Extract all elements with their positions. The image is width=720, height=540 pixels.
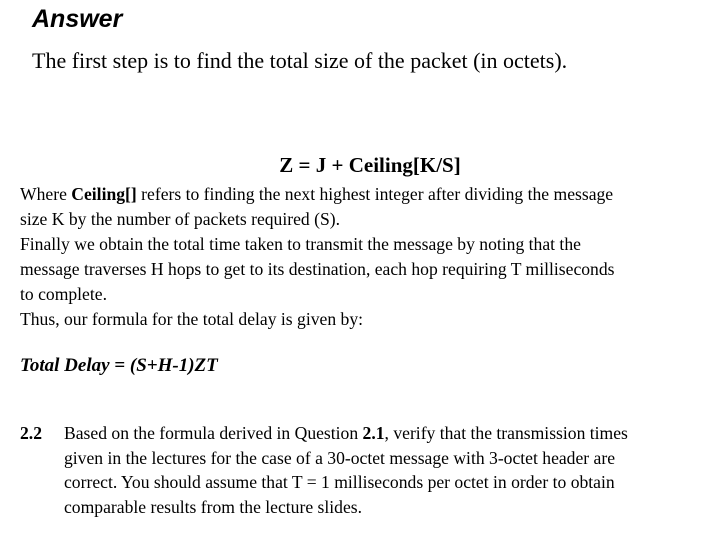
question-line-1-rest: , verify that the transmission times [384, 423, 628, 443]
size-formula: Z = J + Ceiling[K/S] [279, 153, 461, 177]
explanation-line-2: size K by the number of packets required (S). [20, 209, 341, 229]
answer-heading: Answer [32, 5, 123, 33]
explanation-line-1-rest: refers to finding the next highest integer after dividing the message [136, 184, 614, 204]
question-number: 2.2 [20, 423, 42, 443]
explanation-paragraph [20, 182, 720, 332]
question-reference: 2.1 [362, 423, 385, 443]
question-line-4: comparable results from the lecture slides. [64, 496, 363, 517]
total-delay-formula: Total Delay = (S+H-1)ZT [20, 355, 218, 376]
intro-text: The first step is to find the total size of the packet (in octets). [32, 48, 568, 73]
question-line-3: correct. You should assume that T = 1 milliseconds per octet in order to obtain [64, 472, 615, 492]
explanation-line-1 [20, 182, 720, 207]
ceiling-term: Ceiling[] [71, 184, 137, 204]
question-line-1-prefix: Based on the formula derived in Question [64, 423, 363, 443]
question-text [64, 421, 720, 519]
explanation-line-1-prefix: Where [20, 184, 72, 204]
explanation-line-4: message traverses H hops to get to its destination, each hop requiring T milliseconds [20, 259, 615, 279]
explanation-line-3: Finally we obtain the total time taken to transmit the message by noting that the [20, 234, 581, 254]
question-line-2: given in the lectures for the case of a 30-octet message with 3-octet header are [64, 447, 616, 468]
explanation-line-6: Thus, our formula for the total delay is given by: [20, 309, 364, 329]
question-line-1 [64, 421, 720, 446]
explanation-line-5: to complete. [20, 284, 107, 304]
